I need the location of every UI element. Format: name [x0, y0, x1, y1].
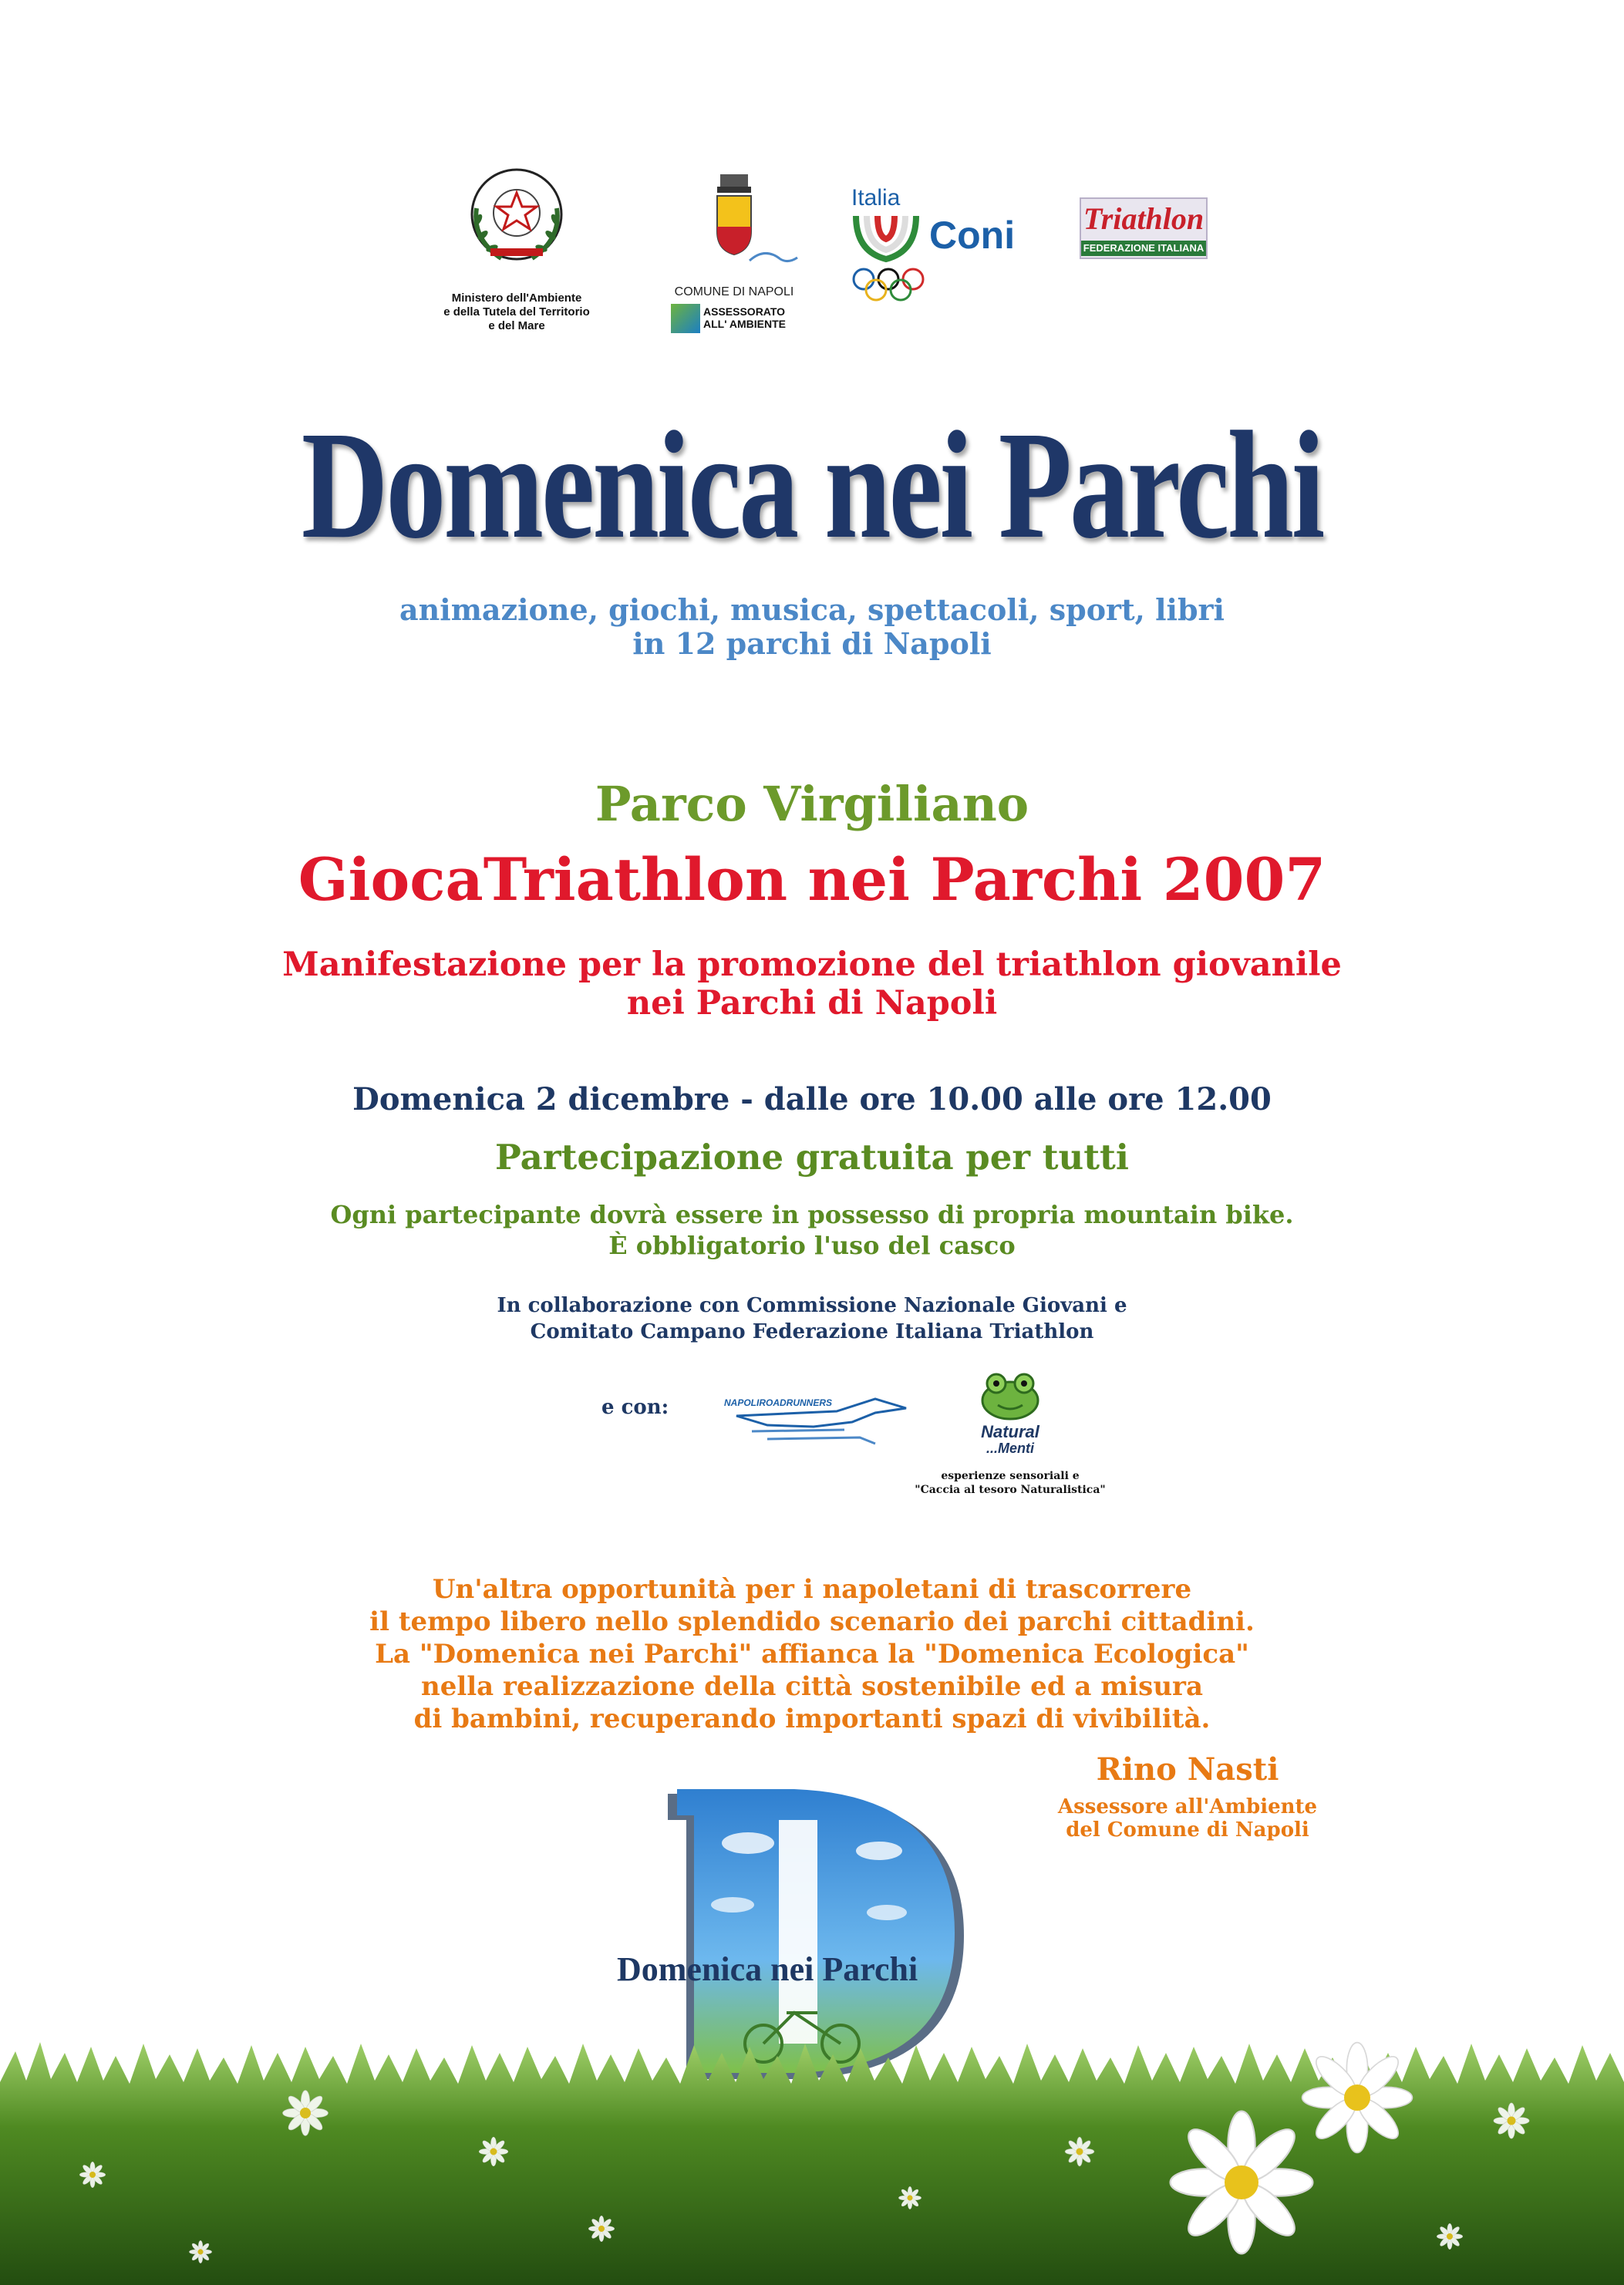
- author-role-1: Assessore all'Ambiente: [1057, 1795, 1318, 1818]
- grass-footer: [0, 2036, 1624, 2285]
- tricolore-mark-icon: [851, 213, 921, 267]
- subtitle-line-2: in 12 parchi di Napoli: [632, 626, 992, 661]
- ministero-caption-line: e del Mare: [488, 319, 545, 332]
- e-con-label: e con:: [601, 1396, 669, 1419]
- roadrunners-label: NAPOLIROADRUNNERS: [724, 1397, 833, 1408]
- collaboration-line-1: In collaborazione con Commissione Nazionale Giovani e: [497, 1294, 1127, 1317]
- triathlon-label: Triathlon: [1083, 201, 1205, 236]
- ministero-caption-line: Ministero dell'Ambiente: [451, 292, 582, 305]
- helmet-note: È obbligatorio l'uso del casco: [608, 1231, 1016, 1260]
- naturalmenti-label-2: ...Menti: [986, 1441, 1034, 1456]
- repubblica-emblem-icon: [416, 162, 617, 270]
- ministero-logo: [416, 162, 617, 339]
- venue-heading: Parco Virgiliano: [595, 776, 1029, 832]
- assessorato-caption-line: ASSESSORATO: [703, 305, 786, 318]
- quote-line: di bambini, recuperando importanti spazi di vivibilità.: [413, 1704, 1211, 1734]
- coni-label: Coni: [929, 214, 1016, 257]
- roadrunner-bird-icon: [721, 1388, 922, 1450]
- comune-caption: COMUNE DI NAPOLI: [674, 285, 794, 298]
- event-name: GiocaTriathlon nei Parchi 2007: [298, 845, 1326, 914]
- quote-line: La "Domenica nei Parchi" affianca la "Domenica Ecologica": [375, 1639, 1249, 1670]
- event-datetime: Domenica 2 dicembre - dalle ore 10.00 alle ore 12.00: [352, 1081, 1272, 1117]
- collaboration-line-2: Comitato Campano Federazione Italiana Triathlon: [530, 1320, 1094, 1343]
- quote-author: Rino Nasti: [1096, 1751, 1279, 1788]
- naturalmenti-caption-2: "Caccia al tesoro Naturalistica": [915, 1484, 1106, 1496]
- naturalmenti-caption-1: esperienze sensoriali e: [941, 1470, 1080, 1482]
- quote-line: nella realizzazione della città sostenibile ed a misura: [420, 1671, 1203, 1702]
- grass-daisies-icon: [0, 2036, 1624, 2285]
- assessorato-caption-line: ALL' AMBIENTE: [703, 318, 787, 330]
- ministero-caption-line: e della Tutela del Territorio: [443, 305, 590, 318]
- roadrunners-logo: [721, 1388, 922, 1450]
- triathlon-sub: FEDERAZIONE ITALIANA: [1081, 241, 1206, 256]
- free-participation: Partecipazione gratuita per tutti: [495, 1137, 1129, 1178]
- d-logo-label: Domenica nei Parchi: [617, 1950, 918, 1988]
- olympic-rings-icon: [850, 265, 927, 304]
- coni-italia-label: Italia: [851, 185, 901, 211]
- event-description-2: nei Parchi di Napoli: [626, 984, 998, 1023]
- frog-icon: [964, 1370, 1056, 1424]
- triathlon-logo: [1080, 197, 1208, 259]
- assessorato-mark-icon: [671, 304, 700, 333]
- comune-logo: [665, 170, 804, 339]
- page-title: Domenica nei Parchi: [301, 400, 1323, 571]
- author-role-2: del Comune di Napoli: [1066, 1818, 1309, 1842]
- assessorato-logo: [671, 302, 802, 336]
- napoli-shield-icon: [665, 170, 804, 270]
- naturalmenti-label-1: Natural: [981, 1422, 1039, 1441]
- bike-note: Ogni partecipante dovrà essere in possesso di propria mountain bike.: [330, 1200, 1294, 1229]
- naturalmenti-logo: [964, 1370, 1056, 1462]
- subtitle-line-1: animazione, giochi, musica, spettacoli, sport, libri: [399, 592, 1225, 627]
- coni-logo: [848, 185, 1049, 308]
- quote-line: Un'altra opportunità per i napoletani di trascorrere: [432, 1574, 1192, 1605]
- quote-line: il tempo libero nello splendido scenario dei parchi cittadini.: [369, 1606, 1255, 1637]
- logo-row: [0, 154, 1624, 339]
- event-description-1: Manifestazione per la promozione del triathlon giovanile: [282, 945, 1342, 984]
